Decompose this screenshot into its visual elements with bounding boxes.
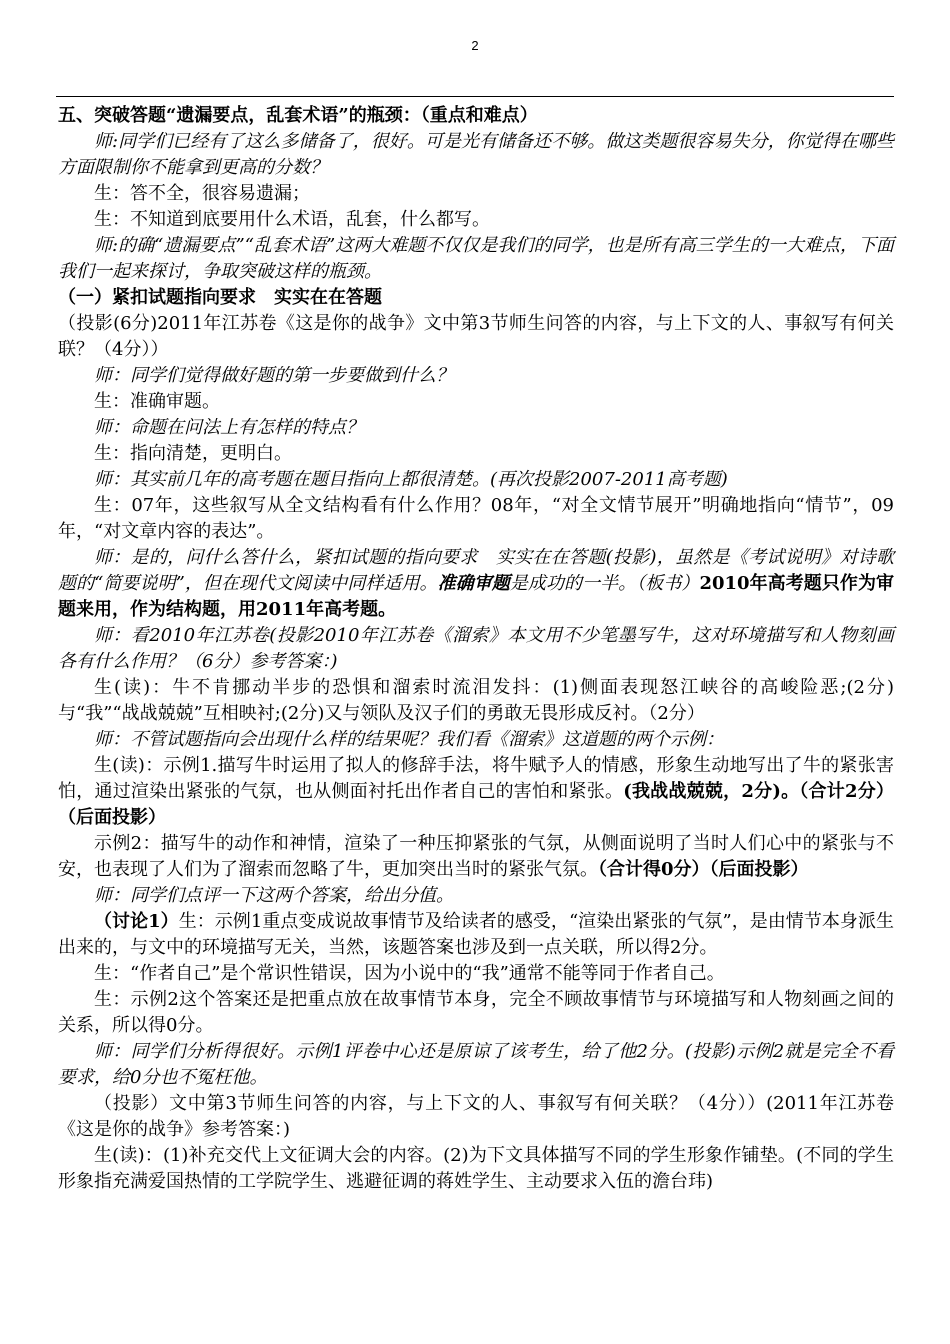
student-line: 生：准确审题。 bbox=[94, 391, 220, 412]
teacher-line: 师:的确“遗漏要点”“乱套术语”这两大难题不仅仅是我们的同学，也是所有高三学生的一大难点，下面我们一起来探讨，争取突破这样的瓶颈。 bbox=[58, 235, 894, 282]
teacher-line: 师：不管试题指向会出现什么样的结果呢？我们看《溜索》这道题的两个示例： bbox=[94, 729, 724, 750]
student-line: 生：指向清楚，更明白。 bbox=[94, 443, 292, 464]
student-line: 生(读)：牛不肯挪动半步的恐惧和溜索时流泪发抖：(1)侧面表现怒江峡谷的高峻险恶;(2分)与“我”“战战兢兢”互相映衬;(2分)又与领队及汉子们的勇敢无畏形成反衬。（2分） bbox=[58, 677, 894, 724]
example-line bbox=[58, 831, 894, 883]
subsection-heading: （一）紧扣试题指向要求 实实在在答题 bbox=[58, 287, 382, 308]
text-run: 生(读)：示例1.描写牛时运用了拟人的修辞手法，将牛赋予人的情感，形象生动地写出了牛的紧张害怕，通过渲染出紧张的气氛，也从侧面衬托出作者自己的害怕和紧张。 bbox=[58, 755, 894, 802]
student-line: 生(读)：(1)补充交代上文征调大会的内容。(2)为下文具体描写不同的学生形象作铺垫。(不同的学生形象指充满爱国热情的工学院学生、逃避征调的蒋姓学生、主动要求入伍的澹台玮) bbox=[58, 1145, 894, 1192]
student-line: 生：答不全，很容易遗漏； bbox=[94, 183, 310, 204]
student-line bbox=[58, 909, 894, 961]
student-line bbox=[58, 753, 894, 831]
projection-line: （投影）文中第3节师生问答的内容，与上下文的人、事叙写有何关联？（4分））(2011年江苏卷《这是你的战争》参考答案：) bbox=[58, 1093, 894, 1140]
teacher-line: 师：同学们觉得做好题的第一步要做到什么？ bbox=[94, 365, 454, 386]
teacher-line: 师：同学们点评一下这两个答案，给出分值。 bbox=[94, 885, 454, 906]
student-line: 生：不知道到底要用什么术语，乱套，什么都写。 bbox=[94, 209, 490, 230]
bold-text: （合计得0分）（后面投影） bbox=[598, 859, 809, 880]
page-number: 2 bbox=[471, 38, 479, 53]
text-run: 是成功的一半。（板书） bbox=[509, 573, 700, 594]
text-run: 生：示例1重点变成说故事情节及给读者的感受，“渲染出紧张的气氛”，是由情节本身派生出来的，与文中的环境描写无关，当然，该题答案也涉及到一点关联，所以得2分。 bbox=[58, 911, 894, 958]
teacher-line: 师：同学们分析得很好。示例1评卷中心还是原谅了该考生，给了他2分。(投影)示例2就是完全不看要求，给0分也不冤枉他。 bbox=[58, 1041, 894, 1088]
bold-text: （讨论1） bbox=[94, 911, 179, 932]
teacher-line: 师：命题在问法上有怎样的特点？ bbox=[94, 417, 364, 438]
teacher-line: 师：看2010年江苏卷(投影2010年江苏卷《溜索》本文用不少笔墨写牛，这对环境描写和人物刻画各有什么作用？（6分）参考答案：) bbox=[58, 625, 894, 672]
student-line: 生：“作者自己”是个常识性错误，因为小说中的“我”通常不能等同于作者自己。 bbox=[94, 963, 725, 984]
section-heading: 五、突破答题“遗漏要点，乱套术语”的瓶颈：（重点和难点） bbox=[58, 105, 538, 126]
teacher-line: 师：其实前几年的高考题在题目指向上都很清楚。(再次投影2007-2011高考题) bbox=[94, 469, 728, 490]
header-rule bbox=[56, 96, 894, 97]
teacher-line: 师:同学们已经有了这么多储备了，很好。可是光有储备还不够。做这类题很容易失分，你觉得在哪些方面限制你不能拿到更高的分数？ bbox=[58, 131, 894, 178]
teacher-line bbox=[58, 545, 894, 623]
bold-text: 2010年高考题只作为审题来用，作为结构题，用2011年高考题。 bbox=[58, 573, 895, 620]
text-run: 师：是的，问什么答什么，紧扣试题的指向要求 实实在在答题(投影)，虽然是《考试说明》对诗歌题的“简要说明”，但在现代文阅读中同样适用。 bbox=[58, 547, 894, 594]
document-body bbox=[58, 103, 894, 1195]
emphasis-text: 准确审题 bbox=[437, 573, 510, 594]
bold-text: (我战战兢兢，2分)。（合计2分）（后面投影） bbox=[58, 781, 894, 828]
text-run: 示例2：描写牛的动作和神情，渲染了一种压抑紧张的气氛，从侧面说明了当时人们心中的紧张与不安，也表现了人们为了溜索而忽略了牛，更加突出当时的紧张气氛。 bbox=[58, 833, 894, 880]
student-line: 生：示例2这个答案还是把重点放在故事情节本身，完全不顾故事情节与环境描写和人物刻画之间的关系，所以得0分。 bbox=[58, 989, 894, 1036]
projection-line: （投影(6分)2011年江苏卷《这是你的战争》文中第3节师生问答的内容，与上下文的人、事叙写有何关联？（4分）） bbox=[58, 313, 894, 360]
student-line: 生：07年，这些叙写从全文结构看有什么作用？08年，“对全文情节展开”明确地指向“情节”，09年，“对文章内容的表达”。 bbox=[58, 495, 894, 542]
